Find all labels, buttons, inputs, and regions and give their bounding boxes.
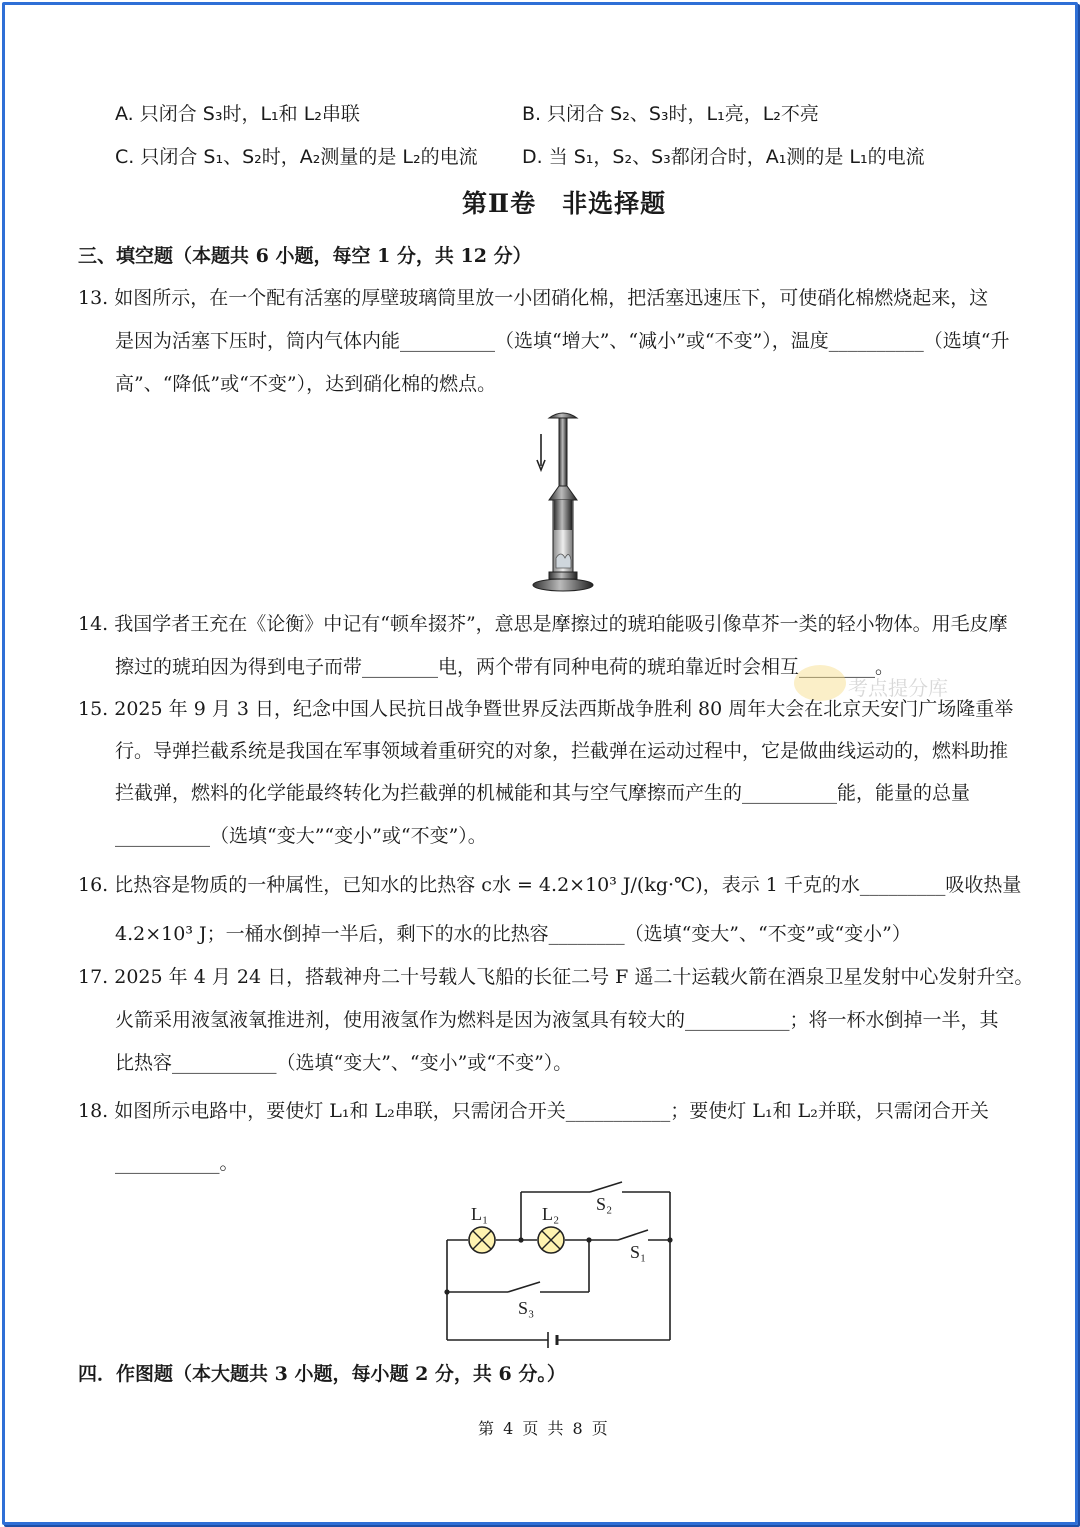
label-l2: L₂ bbox=[542, 1204, 560, 1224]
option-a: A. 只闭合 S₃时，L₁和 L₂串联 bbox=[115, 103, 360, 125]
q13-line1: 13. 如图所示，在一个配有活塞的厚壁玻璃筒里放一小团硝化棉，把活塞迅速压下，可使硝化棉燃烧起来，这 bbox=[78, 287, 989, 309]
q17-line3: 比热容___________（选填“变大”、“变小”或“不变”）。 bbox=[115, 1052, 573, 1074]
q17-line2: 火箭采用液氢液氧推进剂，使用液氢作为燃料是因为液氢具有较大的___________；将一杯水倒掉一半，其 bbox=[115, 1009, 999, 1031]
label-s2: S₂ bbox=[596, 1194, 613, 1214]
q13-line2: 是因为活塞下压时，筒内气体内能__________（选填“增大”、“减小”或“不变”），温度__________（选填“升 bbox=[115, 330, 1010, 352]
section4-heading: 四．作图题（本大题共 3 小题，每小题 2 分，共 6 分。） bbox=[78, 1363, 566, 1385]
circuit-diagram bbox=[430, 1180, 690, 1350]
section3-heading: 三、填空题（本题共 6 小题，每空 1 分，共 12 分） bbox=[78, 245, 532, 267]
lamp-l2 bbox=[538, 1227, 564, 1253]
q17-line1: 17. 2025 年 4 月 24 日，搭载神舟二十号载人飞船的长征二号 F 遥二十运载火箭在酒泉卫星发射中心发射升空。 bbox=[78, 966, 1034, 988]
q15-line2: 行。导弹拦截系统是我国在军事领域着重研究的对象，拦截弹在运动过程中，它是做曲线运动的，燃料助推 bbox=[115, 740, 1009, 762]
label-s3: S₃ bbox=[518, 1298, 535, 1318]
piston-apparatus-figure bbox=[525, 408, 595, 594]
q13-line3: 高”、“降低”或“不变”），达到硝化棉的燃点。 bbox=[115, 373, 497, 395]
q14-line1: 14. 我国学者王充在《论衡》中记有“顿牟掇芥”，意思是摩擦过的琥珀能吸引像草芥一类的轻小物体。用毛皮摩 bbox=[78, 613, 1008, 635]
label-l1: L₁ bbox=[471, 1204, 489, 1224]
q15-line3: 拦截弹，燃料的化学能最终转化为拦截弹的机械能和其与空气摩擦而产生的__________能，能量的总量 bbox=[115, 782, 971, 804]
q14-line2: 擦过的琥珀因为得到电子而带________电，两个带有同种电荷的琥珀靠近时会相互________。 bbox=[115, 656, 895, 678]
q18-line2: ___________。 bbox=[115, 1152, 239, 1174]
option-d: D. 当 S₁，S₂、S₃都闭合时，A₁测的是 L₁的电流 bbox=[522, 146, 925, 168]
lamp-l1 bbox=[469, 1227, 495, 1253]
option-c: C. 只闭合 S₁、S₂时，A₂测量的是 L₂的电流 bbox=[115, 146, 478, 168]
label-s1: S₁ bbox=[630, 1242, 647, 1262]
q18-line1: 18. 如图所示电路中，要使灯 L₁和 L₂串联，只需闭合开关___________；要使灯 L₁和 L₂并联，只需闭合开关 bbox=[78, 1100, 989, 1122]
option-b: B. 只闭合 S₂、S₃时，L₁亮，L₂不亮 bbox=[522, 103, 819, 125]
page-footer: 第 4 页 共 8 页 bbox=[478, 1419, 610, 1438]
section-title: 第Ⅱ卷 非选择题 bbox=[462, 189, 667, 218]
q16-line1: 16. 比热容是物质的一种属性，已知水的比热容 c水 = 4.2×10³ J/(kg·℃)，表示 1 千克的水_________吸收热量 bbox=[78, 874, 1022, 896]
watermark-text: 考点提分库 bbox=[848, 678, 948, 700]
q15-line1: 15. 2025 年 9 月 3 日，纪念中国人民抗日战争暨世界反法西斯战争胜利 80 周年大会在北京天安门广场隆重举 bbox=[78, 698, 1014, 720]
q15-line4: __________（选填“变大”“变小”或“不变”）。 bbox=[115, 825, 487, 847]
q16-line2: 4.2×10³ J；一桶水倒掉一半后，剩下的水的比热容________（选填“变大”、“不变”或“变小”） bbox=[115, 923, 911, 945]
